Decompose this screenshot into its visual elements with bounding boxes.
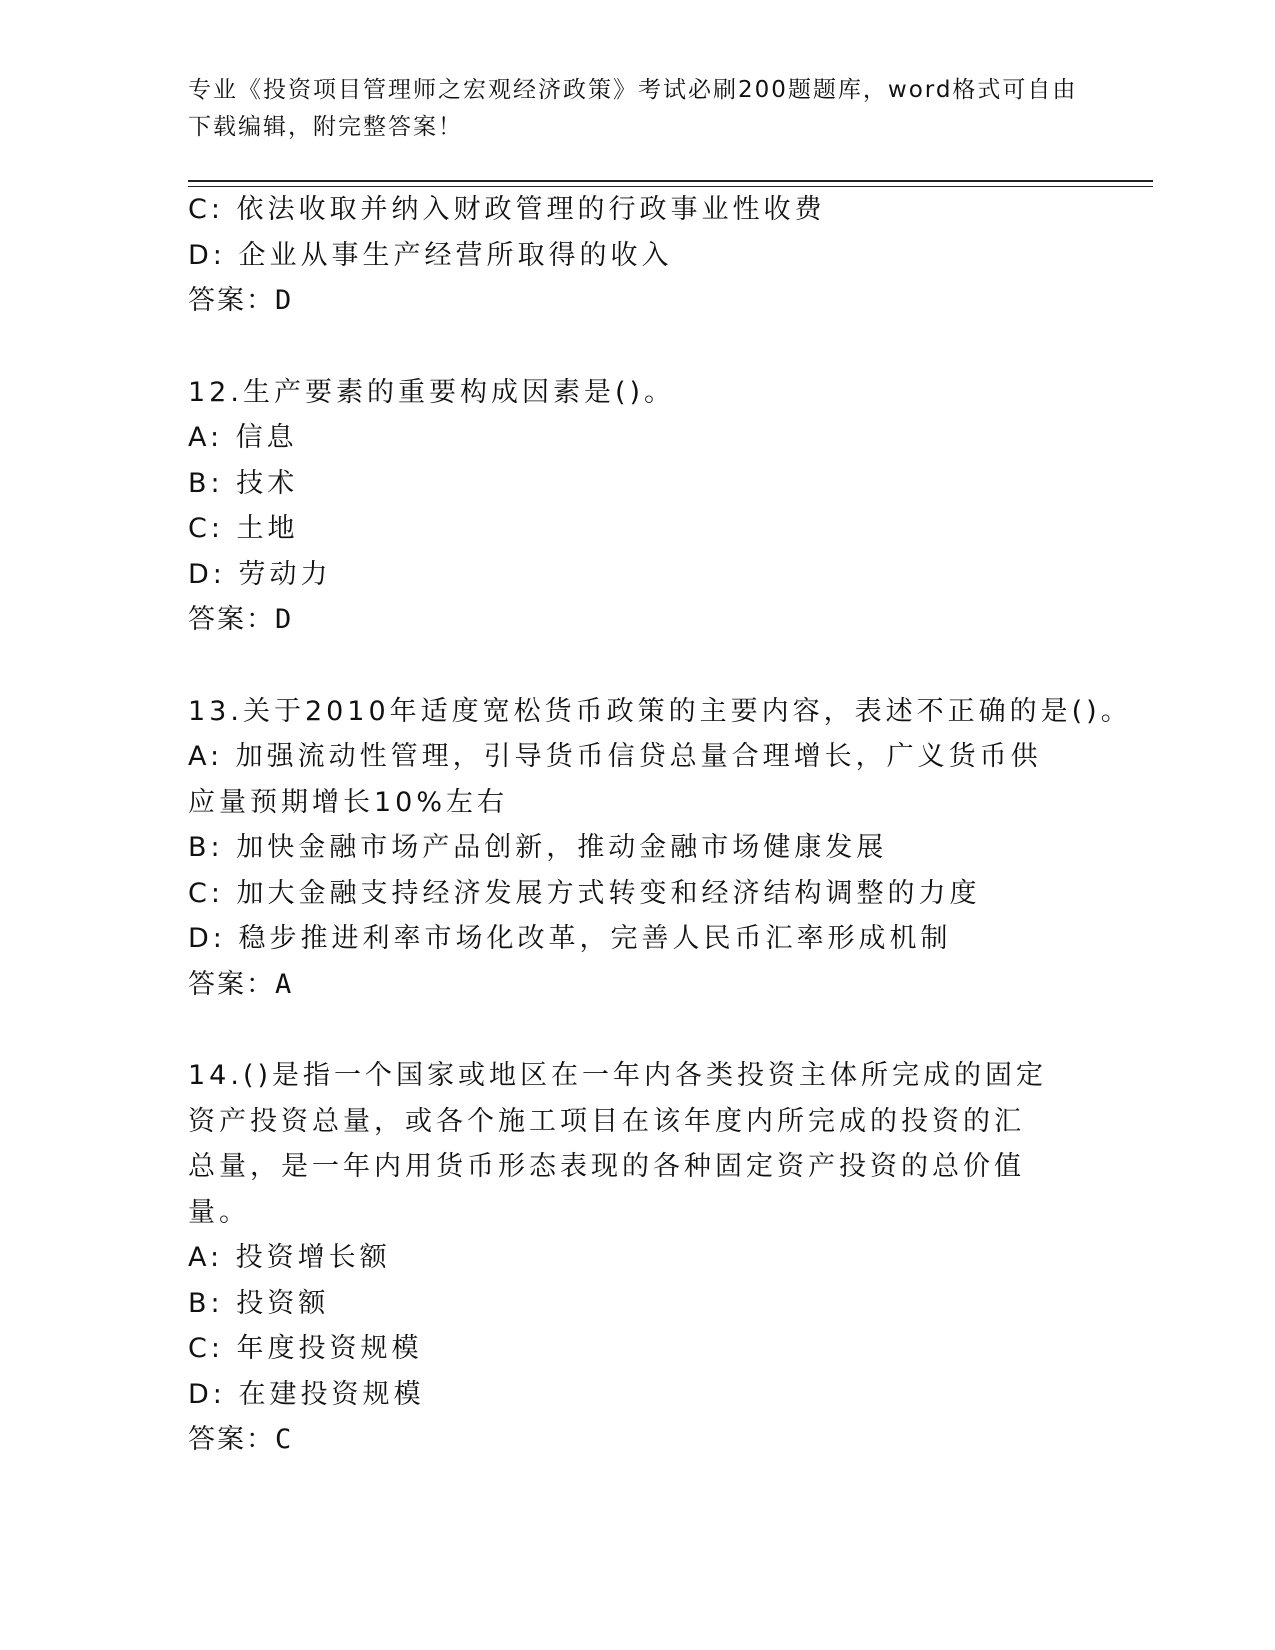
question-14 — [188, 1053, 1088, 1463]
option-d: D: 稳步推进利率市场化改革，完善人民币汇率形成机制 — [188, 923, 952, 954]
option-c: C: 土地 — [188, 513, 299, 544]
question-13 — [188, 689, 1132, 1008]
question-stem: 13.关于2010年适度宽松货币政策的主要内容，表述不正确的是()。 — [188, 695, 1132, 727]
answer-line: 答案：C — [188, 1424, 294, 1455]
carryover-question — [188, 187, 1088, 324]
spacer — [188, 324, 1088, 370]
option-c: C: 年度投资规模 — [188, 1333, 423, 1364]
option-a: A: 投资增长额 — [188, 1242, 391, 1273]
option-d: D: 在建投资规模 — [188, 1378, 425, 1410]
option-b: B: 投资额 — [188, 1287, 330, 1319]
option-a: A: 信息 — [188, 422, 298, 453]
option-b: B: 技术 — [188, 467, 299, 499]
option-d: D: 劳动力 — [188, 558, 332, 590]
answer-line: 答案：D — [188, 285, 294, 316]
question-stem: 12.生产要素的重要构成因素是()。 — [188, 376, 676, 408]
answer-line: 答案：D — [188, 604, 294, 635]
option-d: D: 企业从事生产经营所取得的收入 — [188, 239, 673, 271]
question-list — [188, 187, 1132, 1463]
answer-line: 答案：A — [188, 968, 294, 1000]
option-c: C: 加大金融支持经济发展方式转变和经济结构调整的力度 — [188, 877, 981, 909]
question-stem: 14.()是指一个国家或地区在一年内各类投资主体所完成的固定资产投资总量，或各个施工项目在该年度内所完成的投资的汇总量，是一年内用货币形态表现的各种固定资产投资的总价值量。 — [188, 1060, 1048, 1228]
document-header: 专业《投资项目管理师之宏观经济政策》考试必刷200题题库，word格式可自由下载编辑，附完整答案！ — [188, 77, 1078, 140]
option-b: B: 加快金融市场产品创新，推动金融市场健康发展 — [188, 832, 888, 863]
option-a: A: 加强流动性管理，引导货币信贷总量合理增长，广义货币供应量预期增长10%左右 — [188, 741, 1042, 818]
spacer — [188, 643, 1088, 689]
option-c: C: 依法收取并纳入财政管理的行政事业性收费 — [188, 194, 826, 225]
question-12 — [188, 370, 1088, 643]
header-divider-thick — [188, 180, 1153, 182]
spacer — [188, 1007, 1088, 1053]
